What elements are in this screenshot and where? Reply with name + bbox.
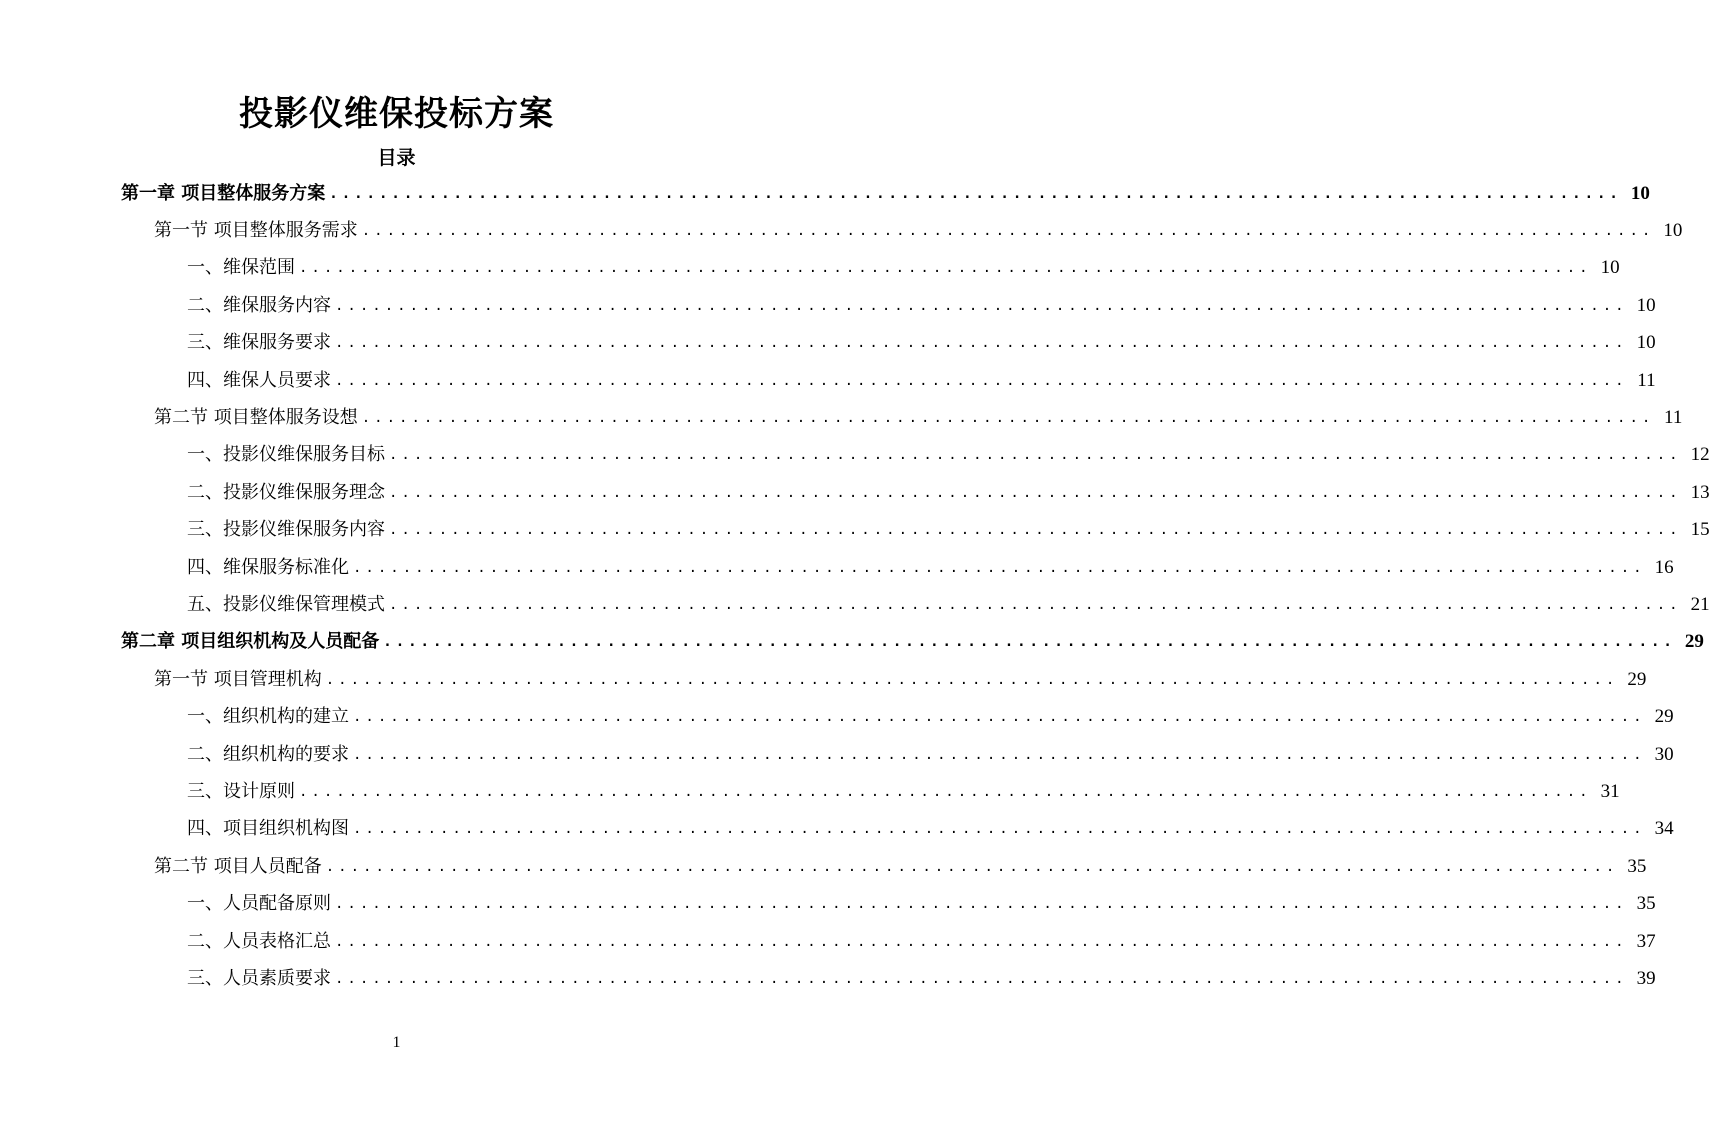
toc-entry-page: 15 [1690,519,1710,541]
toc-entry-label: 一、组织机构的建立 [187,706,349,728]
toc-entry-label: 第一节 项目管理机构 [154,668,322,690]
toc-entry-subsection[interactable] [0,250,1620,287]
toc-entry-page: 12 [1690,444,1710,466]
dot-leader: ........................................................................................................ [335,933,1628,950]
toc-entry-subsection[interactable] [0,811,1674,848]
toc-entry-page: 29 [1684,631,1704,653]
toc-entry-subsection[interactable] [0,698,1674,735]
page-number: 1 [392,1034,401,1051]
toc-entry-subsection[interactable] [0,586,1710,623]
toc-entry-label: 第一章 项目整体服务方案 [121,182,326,204]
toc-entry-page: 13 [1690,481,1710,503]
toc-entry-subsection[interactable] [0,512,1710,549]
toc-entry-subsection[interactable] [0,736,1674,773]
toc-entry-chapter[interactable] [0,175,1650,212]
dot-leader: ........................................................................................................ [389,484,1682,501]
toc-entry-subsection[interactable] [0,362,1656,399]
dot-leader: ........................................................................................................ [335,297,1628,314]
dot-leader: ........................................................................................................ [353,559,1646,576]
toc-entry-subsection[interactable] [0,885,1656,922]
toc-entry-page: 29 [1654,706,1674,728]
toc-entry-label: 四、维保服务标准化 [187,556,349,578]
toc-entry-label: 第二节 项目人员配备 [154,855,322,877]
toc-entry-page: 10 [1636,294,1656,316]
toc-entry-label: 第二节 项目整体服务设想 [154,407,358,429]
toc-entry-label: 三、投影仪维保服务内容 [187,519,385,541]
toc-entry-subsection[interactable] [0,549,1674,586]
dot-leader: ........................................................................................................ [325,671,1619,688]
toc-entry-chapter[interactable] [0,624,1704,661]
dot-leader: ........................................................................................................ [335,896,1628,913]
dot-leader: ........................................................................................................ [325,858,1619,875]
toc-entry-page: 21 [1690,593,1710,615]
dot-leader: ........................................................................................................ [361,410,1655,427]
toc-entry-label: 四、维保人员要求 [187,369,331,391]
toc-entry-page: 10 [1663,220,1683,242]
toc-entry-page: 29 [1627,668,1647,690]
dot-leader: ........................................................................................................ [361,223,1655,240]
toc-entry-page: 30 [1654,743,1674,765]
toc-entry-page: 11 [1664,407,1683,429]
toc-entry-section[interactable] [0,399,1683,436]
toc-entry-subsection[interactable] [0,923,1656,960]
toc-entry-label: 第一节 项目整体服务需求 [154,220,358,242]
toc-entry-section[interactable] [0,661,1647,698]
toc-entry-page: 16 [1654,556,1674,578]
document-title: 投影仪维保投标方案 [239,94,554,134]
toc-entry-page: 34 [1654,818,1674,840]
dot-leader: ........................................................................................................ [335,335,1628,352]
toc-entry-label: 一、维保范围 [187,257,295,279]
toc-entry-label: 二、组织机构的要求 [187,743,349,765]
toc-entry-page: 35 [1636,893,1656,915]
toc-entry-label: 三、人员素质要求 [187,967,331,989]
toc-entry-label: 三、维保服务要求 [187,332,331,354]
toc-entry-subsection[interactable] [0,287,1656,324]
dot-leader: ........................................................................................................ [335,970,1628,987]
toc-entry-section[interactable] [0,212,1683,249]
toc-entry-section[interactable] [0,848,1647,885]
dot-leader: ........................................................................................................ [389,447,1682,464]
toc-entry-label: 三、设计原则 [187,780,295,802]
toc-entry-label: 第二章 项目组织机构及人员配备 [121,631,380,653]
dot-leader: ........................................................................................................ [299,260,1592,277]
toc-entry-subsection[interactable] [0,325,1656,362]
toc-entry-subsection[interactable] [0,960,1656,997]
dot-leader: ........................................................................................................ [353,821,1646,838]
toc-entry-page: 11 [1637,369,1656,391]
toc-entry-page: 31 [1600,780,1620,802]
toc-heading: 目录 [377,147,416,169]
toc-entry-label: 四、项目组织机构图 [187,818,349,840]
dot-leader: ........................................................................................................ [329,185,1622,202]
dot-leader: ........................................................................................................ [353,746,1646,763]
dot-leader: ........................................................................................................ [389,596,1682,613]
toc-entry-label: 一、人员配备原则 [187,893,331,915]
toc-entry-page: 10 [1630,182,1650,204]
toc-entry-label: 五、投影仪维保管理模式 [187,593,385,615]
dot-leader: ........................................................................................................ [299,783,1592,800]
dot-leader: ........................................................................................................ [383,634,1676,651]
toc-entry-page: 39 [1636,967,1656,989]
toc-entry-page: 10 [1636,332,1656,354]
toc-entry-page: 37 [1636,930,1656,952]
dot-leader: ........................................................................................................ [335,372,1628,389]
toc-entry-label: 二、人员表格汇总 [187,930,331,952]
toc-entry-page: 10 [1600,257,1620,279]
table-of-contents [0,175,1710,998]
toc-entry-subsection[interactable] [0,474,1710,511]
toc-entry-label: 二、投影仪维保服务理念 [187,481,385,503]
toc-entry-label: 一、投影仪维保服务目标 [187,444,385,466]
toc-entry-label: 二、维保服务内容 [187,294,331,316]
toc-entry-subsection[interactable] [0,437,1710,474]
toc-entry-page: 35 [1627,855,1647,877]
toc-entry-subsection[interactable] [0,773,1620,810]
dot-leader: ........................................................................................................ [353,709,1646,726]
dot-leader: ........................................................................................................ [389,522,1682,539]
